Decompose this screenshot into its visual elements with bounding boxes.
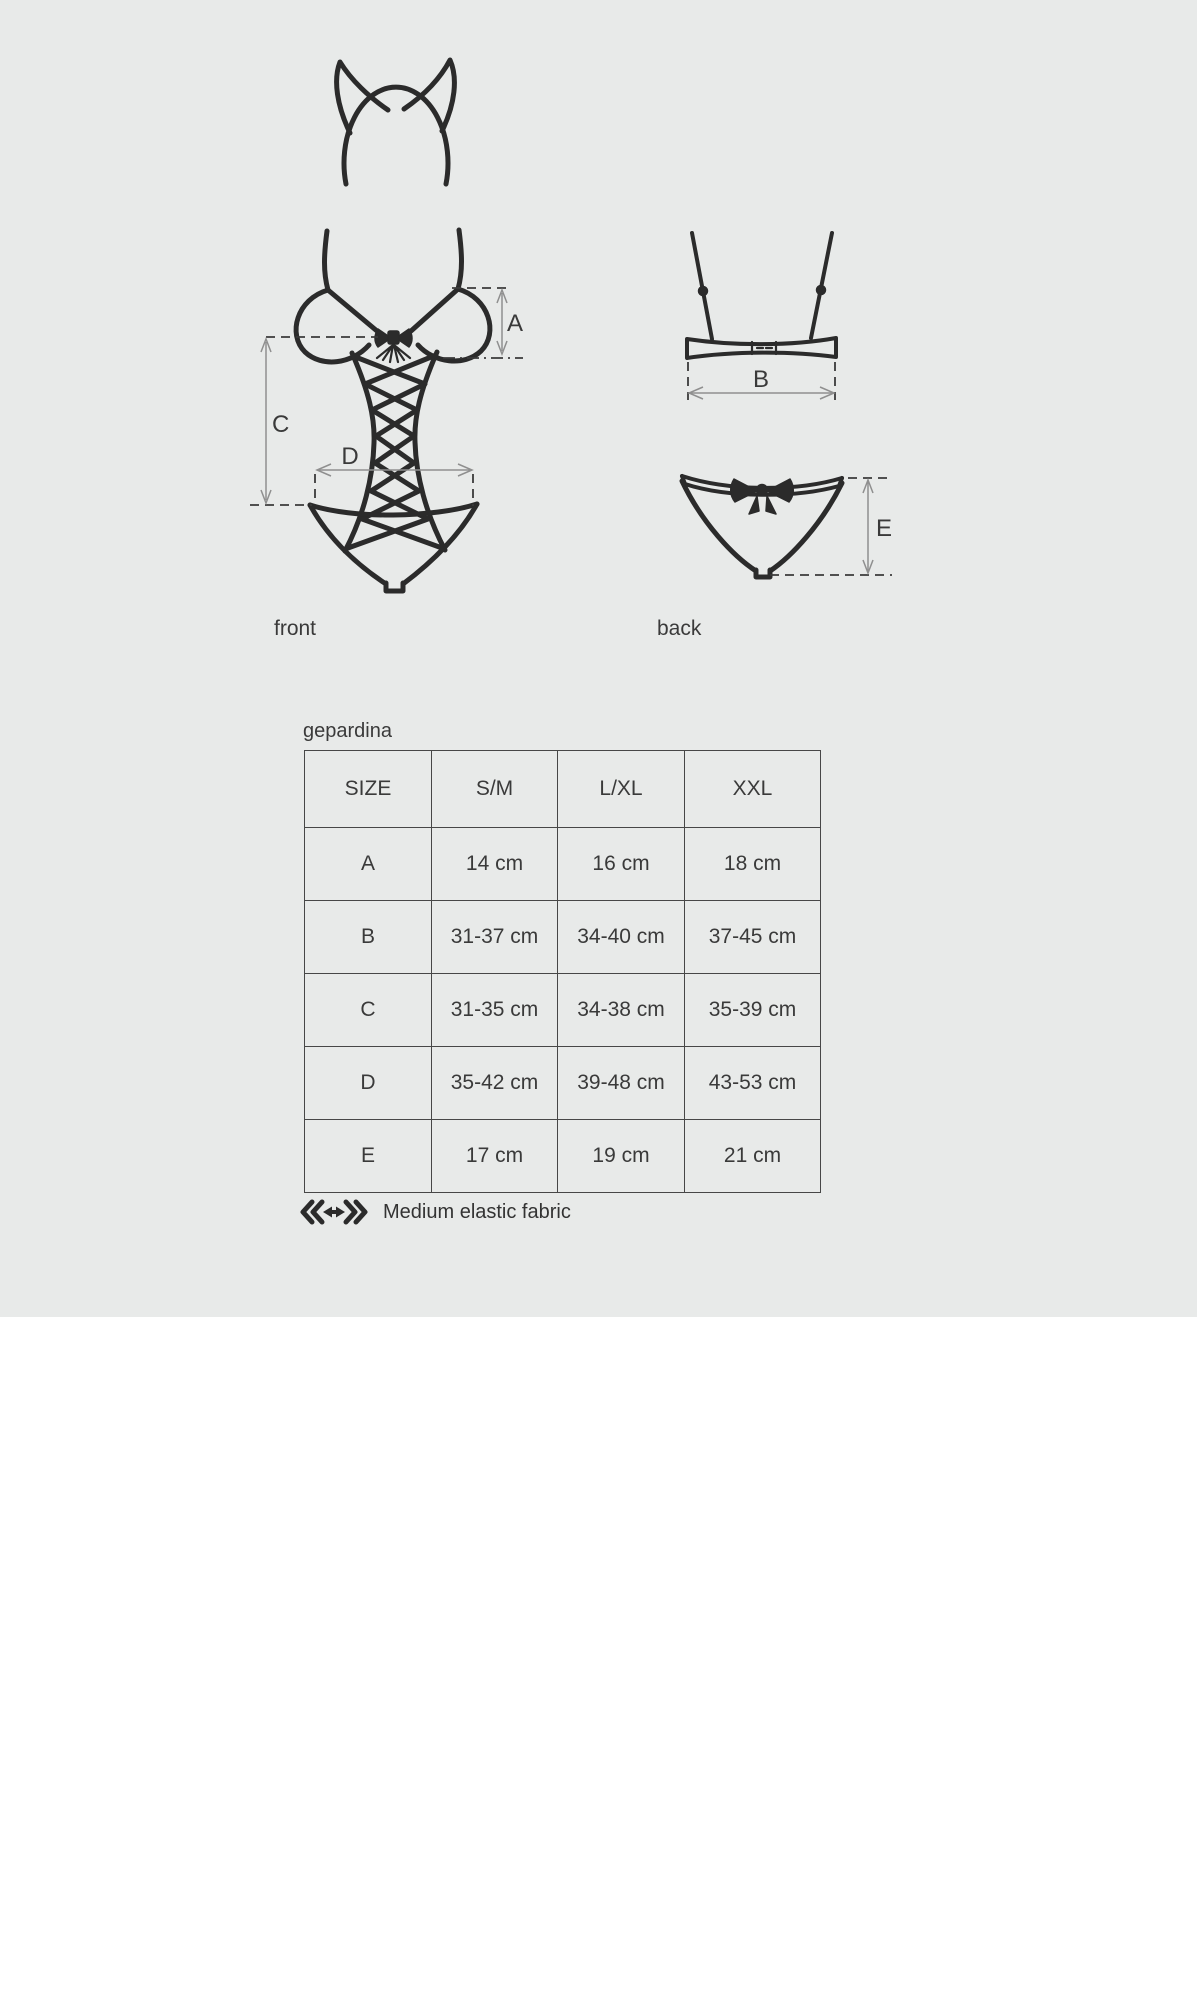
dimension-d-label: D <box>341 443 359 470</box>
cell-value: 34-38 cm <box>558 974 685 1047</box>
cell-value: 31-35 cm <box>432 974 558 1047</box>
front-bow-icon <box>375 329 412 362</box>
cell-value: 21 cm <box>685 1120 821 1193</box>
table-row <box>305 1047 821 1120</box>
bra-back-icon <box>687 233 836 358</box>
front-view-label: front <box>274 617 317 640</box>
row-label: A <box>305 828 432 901</box>
row-label: C <box>305 974 432 1047</box>
cell-value: 14 cm <box>432 828 558 901</box>
thong-back-icon <box>682 476 842 577</box>
elastic-stretch-icon <box>300 1198 368 1226</box>
row-label: E <box>305 1120 432 1193</box>
size-table-header-row <box>305 751 821 828</box>
cell-value: 16 cm <box>558 828 685 901</box>
dimension-c-label: C <box>272 411 290 438</box>
size-table <box>304 750 821 1193</box>
product-name: gepardina <box>303 720 392 742</box>
cell-value: 34-40 cm <box>558 901 685 974</box>
teddy-front-icon <box>296 230 490 591</box>
cell-value: 39-48 cm <box>558 1047 685 1120</box>
xxl-column-header: XXL <box>685 751 821 828</box>
lxl-column-header: L/XL <box>558 751 685 828</box>
fabric-note: Medium elastic fabric <box>383 1201 571 1223</box>
cell-value: 35-42 cm <box>432 1047 558 1120</box>
cat-ears-headband-icon <box>337 60 455 184</box>
cell-value: 18 cm <box>685 828 821 901</box>
dimension-b-label: B <box>752 366 770 393</box>
table-row <box>305 1120 821 1193</box>
row-label: D <box>305 1047 432 1120</box>
sm-column-header: S/M <box>432 751 558 828</box>
back-view-label: back <box>657 617 702 640</box>
cell-value: 37-45 cm <box>685 901 821 974</box>
cell-value: 19 cm <box>558 1120 685 1193</box>
cell-value: 35-39 cm <box>685 974 821 1047</box>
dimension-a-label: A <box>507 310 524 337</box>
table-row <box>305 901 821 974</box>
garment-diagram <box>0 0 1197 700</box>
row-label: B <box>305 901 432 974</box>
size-column-header: SIZE <box>305 751 432 828</box>
cell-value: 31-37 cm <box>432 901 558 974</box>
table-row <box>305 974 821 1047</box>
cell-value: 17 cm <box>432 1120 558 1193</box>
table-row <box>305 828 821 901</box>
dimension-b-marker <box>688 362 835 400</box>
dimension-e-label: E <box>876 515 893 542</box>
cell-value: 43-53 cm <box>685 1047 821 1120</box>
dimension-c-marker <box>250 337 378 505</box>
